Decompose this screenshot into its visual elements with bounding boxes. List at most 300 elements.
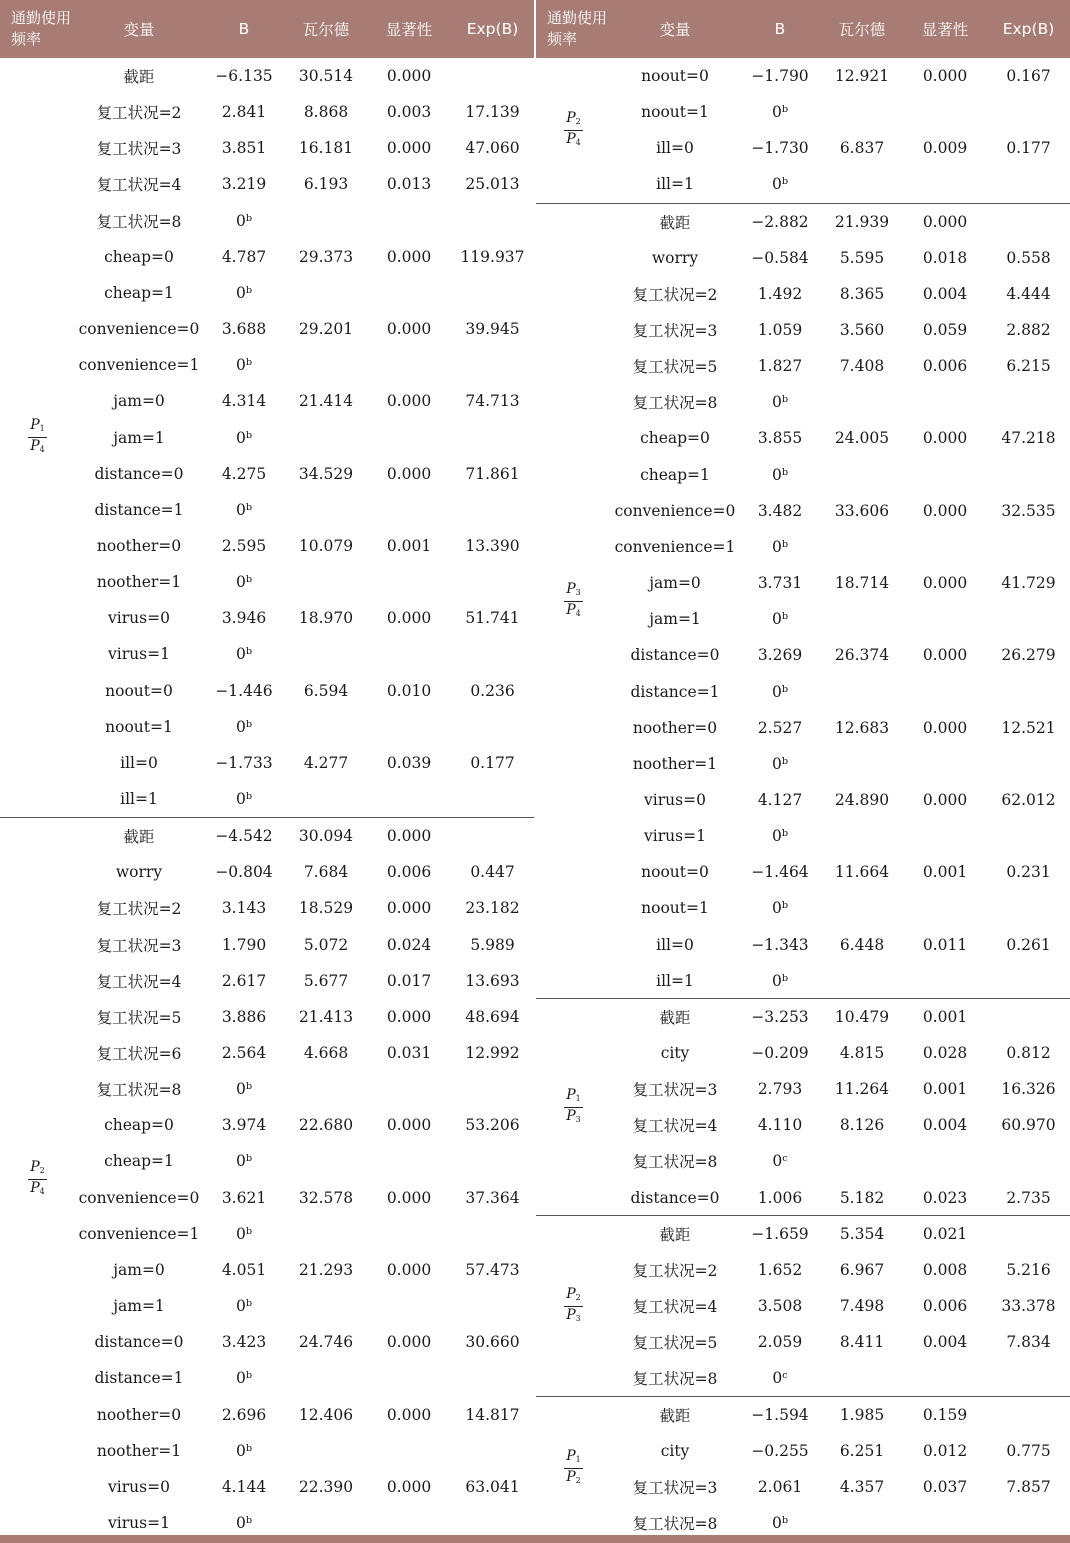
cell-b: 0ᵇ <box>235 1369 253 1388</box>
cell-variable: 复工状况=2 <box>632 285 718 304</box>
table-row <box>536 276 1070 312</box>
cell-wald <box>285 492 367 528</box>
cell-expb <box>451 58 534 94</box>
table-row <box>0 636 534 672</box>
cell-variable: 复工状况=3 <box>96 936 182 955</box>
cell-significance <box>903 1360 987 1396</box>
cell-expb: 32.535 <box>1001 501 1056 520</box>
cell-wald: 18.970 <box>298 609 354 628</box>
table-row <box>0 999 534 1035</box>
cell-wald: 5.595 <box>839 248 885 267</box>
cell-significance <box>367 564 451 600</box>
numerator-symbol: P <box>566 1448 576 1465</box>
table-row <box>0 1143 534 1179</box>
cell-wald: 11.664 <box>834 863 890 882</box>
cell-wald: 21.414 <box>298 392 354 411</box>
cell-wald: 8.868 <box>303 103 349 122</box>
cell-significance: 0.028 <box>922 1044 968 1063</box>
cell-variable: 复工状况=8 <box>632 394 718 413</box>
cell-expb <box>987 890 1070 926</box>
cell-expb: 13.390 <box>465 536 520 555</box>
cell-significance: 0.000 <box>386 827 432 846</box>
cell-significance <box>903 963 987 999</box>
cell-significance: 0.000 <box>386 464 432 483</box>
cell-expb: 47.218 <box>1001 429 1056 448</box>
cell-variable: city <box>660 1044 690 1063</box>
cell-expb: 57.473 <box>465 1260 520 1279</box>
cell-variable: 复工状况=5 <box>632 1334 718 1353</box>
denominator-symbol: P <box>566 601 576 618</box>
cell-expb: 12.521 <box>1001 718 1056 737</box>
table-row <box>0 745 534 781</box>
cell-expb: 13.693 <box>465 971 520 990</box>
cell-significance <box>903 746 987 782</box>
cell-expb: 5.216 <box>1006 1260 1051 1279</box>
cell-variable: city <box>660 1441 690 1460</box>
cell-wald: 10.079 <box>298 536 354 555</box>
cell-significance: 0.000 <box>922 574 968 593</box>
cell-variable: 截距 <box>123 68 155 86</box>
table-row <box>536 312 1070 348</box>
right-table-panel <box>536 0 1070 1543</box>
cell-expb <box>987 166 1070 202</box>
cell-significance <box>367 492 451 528</box>
cell-b: 0ᵇ <box>235 573 253 592</box>
cell-wald <box>821 457 903 493</box>
cell-wald <box>821 166 903 202</box>
cell-variable: jam=0 <box>113 1260 165 1279</box>
cell-significance: 0.000 <box>386 247 432 266</box>
table-row <box>536 1433 1070 1469</box>
cell-b: −1.733 <box>215 753 273 772</box>
cell-variable: noout=0 <box>105 681 173 700</box>
cell-b: −1.464 <box>751 863 809 882</box>
table-header-left <box>0 0 534 58</box>
numerator-index: 1 <box>39 424 45 434</box>
table-row <box>536 1107 1070 1143</box>
cell-significance: 0.011 <box>922 935 968 954</box>
cell-wald <box>821 94 903 130</box>
cell-b: 1.790 <box>221 935 267 954</box>
header-wald: 瓦尔德 <box>838 21 886 39</box>
table-row <box>0 239 534 275</box>
cell-significance: 0.006 <box>922 357 968 376</box>
cell-variable: ill=1 <box>120 790 158 808</box>
cell-significance <box>367 1071 451 1107</box>
numerator-symbol: P <box>566 109 576 126</box>
cell-expb <box>451 818 534 854</box>
cell-variable: jam=1 <box>113 428 165 447</box>
cell-expb: 23.182 <box>465 899 520 918</box>
cell-variable: 复工状况=4 <box>632 1117 718 1136</box>
cell-b: 0ᶜ <box>772 1369 788 1388</box>
cell-b: 4.144 <box>221 1477 267 1496</box>
cell-wald <box>821 890 903 926</box>
cell-variable: 复工状况=4 <box>96 972 182 991</box>
numerator-symbol: P <box>30 417 40 434</box>
cell-b: 4.787 <box>221 247 267 266</box>
cell-b: 0ᵇ <box>235 211 253 230</box>
cell-significance <box>367 203 451 239</box>
cell-expb <box>451 1433 534 1469</box>
table-row <box>536 710 1070 746</box>
cell-wald: 24.890 <box>834 790 890 809</box>
cell-expb <box>451 1216 534 1252</box>
cell-expb: 12.992 <box>465 1044 520 1063</box>
left-table-panel <box>0 0 534 1543</box>
header-expb: Exp(B) <box>466 20 519 38</box>
cell-variable: 复工状况=2 <box>632 1261 718 1280</box>
cell-b: 0ᵇ <box>235 428 253 447</box>
table-row <box>0 963 534 999</box>
cell-wald: 21.939 <box>834 212 890 231</box>
cell-variable: noout=1 <box>641 899 709 918</box>
cell-b: −3.253 <box>751 1007 809 1026</box>
cell-significance <box>903 601 987 637</box>
cell-significance: 0.001 <box>922 1080 968 1099</box>
cell-expb: 2.882 <box>1006 321 1051 340</box>
cell-significance: 0.001 <box>386 536 432 555</box>
cell-wald: 18.529 <box>298 899 354 918</box>
cell-expb: 51.741 <box>465 609 520 628</box>
cell-significance: 0.000 <box>922 501 968 520</box>
cell-variable: 截距 <box>659 213 691 232</box>
cell-significance: 0.000 <box>386 139 432 158</box>
table-row <box>536 1035 1070 1071</box>
cell-b: 4.110 <box>757 1116 803 1135</box>
table-row <box>0 492 534 528</box>
cell-b: 3.269 <box>757 646 803 665</box>
cell-expb <box>451 709 534 745</box>
cell-wald: 4.668 <box>303 1044 349 1063</box>
cell-b: −1.659 <box>751 1224 809 1243</box>
cell-expb: 0.167 <box>1006 67 1051 85</box>
cell-b: 2.841 <box>221 103 267 122</box>
cell-b: 0ᵇ <box>235 1513 253 1532</box>
cell-wald: 5.182 <box>839 1188 885 1207</box>
cell-b: 3.621 <box>221 1188 267 1207</box>
cell-expb: 17.139 <box>465 103 520 122</box>
denominator-index: 3 <box>575 1114 581 1124</box>
cell-b: −1.594 <box>751 1405 809 1424</box>
cell-variable: noother=0 <box>96 536 182 555</box>
cell-wald: 12.683 <box>834 718 890 737</box>
cell-b: 0ᵇ <box>235 1152 253 1171</box>
cell-wald: 8.126 <box>839 1116 885 1135</box>
cell-variable: 复工状况=3 <box>632 322 718 341</box>
table-row <box>536 890 1070 926</box>
cell-b: 0ᵇ <box>235 1441 253 1460</box>
cell-wald <box>821 674 903 710</box>
cell-variable: convenience=1 <box>614 537 736 556</box>
table-row <box>0 1071 534 1107</box>
cell-significance <box>903 457 987 493</box>
cell-b: 2.617 <box>221 971 267 990</box>
cell-variable: distance=1 <box>94 1369 184 1388</box>
cell-expb: 63.041 <box>465 1477 520 1496</box>
cell-expb <box>451 420 534 456</box>
table-row <box>536 963 1070 999</box>
cell-variable: noother=1 <box>632 754 718 773</box>
cell-wald: 24.746 <box>298 1333 354 1352</box>
cell-expb <box>451 492 534 528</box>
cell-wald: 7.498 <box>839 1297 885 1316</box>
table-row <box>0 854 534 890</box>
cell-variable: 截距 <box>659 1406 691 1425</box>
cell-expb <box>451 1360 534 1396</box>
table-row <box>0 600 534 636</box>
table-row <box>0 347 534 383</box>
cell-expb <box>987 818 1070 854</box>
cell-wald: 16.181 <box>298 139 354 158</box>
cell-variable: 复工状况=8 <box>632 1514 718 1533</box>
table-row <box>0 166 534 202</box>
cell-significance: 0.000 <box>386 1405 432 1424</box>
table-row <box>536 1143 1070 1179</box>
cell-b: 3.482 <box>757 501 803 520</box>
cell-significance: 0.009 <box>922 139 968 158</box>
cell-wald: 21.413 <box>298 1007 354 1026</box>
cell-b: 0ᵇ <box>771 175 789 194</box>
table-row <box>536 1216 1070 1252</box>
bottom-rule <box>0 1535 1070 1543</box>
cell-b: 3.886 <box>221 1007 267 1026</box>
table-row <box>0 1324 534 1360</box>
cell-b: −0.804 <box>215 863 273 882</box>
cell-expb: 5.989 <box>470 935 515 954</box>
table-row <box>0 1216 534 1252</box>
cell-expb: 7.834 <box>1006 1333 1051 1352</box>
cell-wald <box>285 420 367 456</box>
cell-b: −0.255 <box>751 1441 809 1460</box>
cell-expb <box>987 94 1070 130</box>
cell-significance <box>367 781 451 817</box>
cell-b: 0ᵇ <box>771 537 789 556</box>
cell-expb: 0.558 <box>1006 248 1051 267</box>
cell-b: 2.595 <box>221 536 267 555</box>
cell-variable: ill=1 <box>656 175 694 194</box>
cell-wald: 12.921 <box>834 67 890 85</box>
cell-variable: virus=1 <box>644 827 706 846</box>
cell-b: −6.135 <box>215 67 273 85</box>
cell-expb: 74.713 <box>465 392 520 411</box>
table-row <box>0 420 534 456</box>
cell-variable: cheap=1 <box>640 465 710 484</box>
cell-significance <box>903 94 987 130</box>
cell-expb <box>987 963 1070 999</box>
cell-variable: 截距 <box>659 1008 691 1027</box>
cell-variable: 复工状况=2 <box>96 900 182 919</box>
table-row <box>0 818 534 854</box>
row-group <box>0 817 534 1540</box>
cell-expb: 41.729 <box>1001 574 1056 593</box>
cell-b: −2.882 <box>751 212 809 231</box>
cell-wald: 7.408 <box>839 357 885 376</box>
cell-expb: 16.326 <box>1001 1080 1056 1099</box>
cell-b: −1.446 <box>215 681 273 700</box>
cell-wald <box>821 1360 903 1396</box>
table-row <box>0 383 534 419</box>
denominator-index: 4 <box>575 608 581 618</box>
cell-significance: 0.000 <box>386 899 432 918</box>
header-wald: 瓦尔德 <box>302 21 350 39</box>
row-group <box>0 58 534 817</box>
cell-b: 0ᵇ <box>235 790 253 808</box>
cell-significance: 0.018 <box>922 248 968 267</box>
numerator-index: 1 <box>575 1455 581 1465</box>
cell-expb <box>451 275 534 311</box>
cell-expb <box>451 347 534 383</box>
cell-b: 3.851 <box>221 139 267 158</box>
cell-significance <box>367 636 451 672</box>
cell-expb <box>987 601 1070 637</box>
cell-significance <box>367 275 451 311</box>
cell-significance: 0.037 <box>922 1477 968 1496</box>
header-variable: 变量 <box>659 21 691 39</box>
header-freq: 通勤使用频率 <box>547 9 608 48</box>
denominator-index: 2 <box>575 1476 581 1486</box>
cell-significance <box>367 347 451 383</box>
cell-variable: 复工状况=4 <box>632 1298 718 1317</box>
cell-wald: 6.251 <box>839 1441 885 1460</box>
cell-b: −0.209 <box>751 1044 809 1063</box>
cell-significance <box>367 1360 451 1396</box>
cell-expb <box>987 384 1070 420</box>
cell-b: 0ᵇ <box>235 500 253 519</box>
cell-expb: 0.231 <box>1006 863 1051 882</box>
cell-variable: noother=1 <box>96 1441 182 1460</box>
cell-wald: 5.354 <box>839 1224 885 1243</box>
cell-variable: 复工状况=5 <box>632 358 718 377</box>
cell-b: 0ᵇ <box>771 971 789 990</box>
cell-variable: jam=1 <box>113 1297 165 1316</box>
table-row <box>536 927 1070 963</box>
table-row <box>0 275 534 311</box>
cell-variable: noout=0 <box>641 863 709 882</box>
table-row <box>536 1397 1070 1433</box>
cell-significance: 0.000 <box>386 1007 432 1026</box>
cell-significance <box>903 1143 987 1179</box>
cell-wald: 4.277 <box>303 753 349 772</box>
cell-significance: 0.000 <box>386 67 432 85</box>
table-row <box>536 1324 1070 1360</box>
cell-wald <box>285 1433 367 1469</box>
cell-wald <box>285 636 367 672</box>
cell-variable: 复工状况=3 <box>96 140 182 159</box>
cell-expb: 26.279 <box>1001 646 1056 665</box>
cell-significance: 0.004 <box>922 284 968 303</box>
cell-variable: 复工状况=4 <box>96 176 182 195</box>
cell-significance: 0.006 <box>386 863 432 882</box>
cell-significance: 0.159 <box>922 1405 968 1424</box>
cell-wald: 32.578 <box>298 1188 354 1207</box>
cell-expb <box>987 204 1070 240</box>
cell-wald: 29.201 <box>298 320 354 339</box>
cell-b: 3.423 <box>221 1333 267 1352</box>
table-row <box>0 528 534 564</box>
cell-variable: distance=0 <box>94 464 184 483</box>
cell-variable: jam=0 <box>113 392 165 411</box>
table-row <box>536 130 1070 166</box>
cell-variable: cheap=1 <box>104 1152 174 1171</box>
denominator-index: 4 <box>39 1187 45 1197</box>
cell-b: 0ᵇ <box>771 827 789 846</box>
cell-significance: 0.004 <box>922 1116 968 1135</box>
cell-expb: 2.735 <box>1006 1188 1051 1207</box>
table-row <box>536 58 1070 94</box>
table-row <box>536 420 1070 456</box>
cell-expb: 30.660 <box>465 1333 520 1352</box>
cell-significance: 0.010 <box>386 681 432 700</box>
cell-variable: virus=0 <box>644 790 706 809</box>
cell-significance <box>367 1433 451 1469</box>
cell-significance: 0.003 <box>386 103 432 122</box>
table-row <box>536 493 1070 529</box>
cell-variable: cheap=0 <box>640 429 710 448</box>
cell-significance: 0.006 <box>922 1297 968 1316</box>
table-row <box>536 601 1070 637</box>
table-header-right <box>536 0 1070 58</box>
cell-expb: 0.177 <box>470 753 515 772</box>
cell-b: 0ᵇ <box>235 645 253 664</box>
denominator-symbol: P <box>566 1107 576 1124</box>
cell-significance: 0.000 <box>386 1116 432 1135</box>
header-b: B <box>774 20 786 38</box>
cell-significance <box>367 1143 451 1179</box>
cell-wald <box>285 1360 367 1396</box>
cell-variable: noother=0 <box>632 718 718 737</box>
table-row <box>0 203 534 239</box>
cell-wald <box>821 818 903 854</box>
cell-variable: cheap=0 <box>104 1116 174 1135</box>
cell-variable: ill=0 <box>656 139 694 158</box>
cell-significance <box>367 1216 451 1252</box>
cell-wald <box>285 781 367 817</box>
cell-b: 2.527 <box>757 718 803 737</box>
cell-variable: convenience=1 <box>78 356 200 375</box>
cell-expb <box>987 1397 1070 1433</box>
numerator-index: 2 <box>575 116 581 126</box>
cell-significance <box>367 1288 451 1324</box>
cell-significance: 0.000 <box>922 646 968 665</box>
cell-wald: 30.514 <box>298 67 354 85</box>
cell-significance: 0.031 <box>386 1044 432 1063</box>
cell-significance: 0.000 <box>386 1188 432 1207</box>
cell-b: 0ᶜ <box>772 1152 788 1171</box>
cell-expb <box>451 1288 534 1324</box>
table-row <box>536 166 1070 202</box>
cell-expb: 119.937 <box>460 247 525 266</box>
cell-b: 0ᵇ <box>235 717 253 736</box>
cell-b: 0ᵇ <box>771 393 789 412</box>
cell-significance <box>903 166 987 202</box>
cell-wald: 22.390 <box>298 1477 354 1496</box>
cell-significance: 0.000 <box>922 790 968 809</box>
cell-expb <box>451 203 534 239</box>
cell-wald <box>285 275 367 311</box>
cell-b: 1.492 <box>757 284 803 303</box>
cell-variable: distance=0 <box>630 646 720 665</box>
cell-significance: 0.021 <box>922 1224 968 1243</box>
cell-wald: 1.985 <box>839 1405 885 1424</box>
cell-variable: 复工状况=2 <box>96 104 182 123</box>
cell-wald: 18.714 <box>834 574 890 593</box>
cell-expb: 37.364 <box>465 1188 520 1207</box>
cell-wald <box>821 529 903 565</box>
cell-b: 3.946 <box>221 609 267 628</box>
cell-significance: 0.001 <box>922 1007 968 1026</box>
cell-b: 0ᵇ <box>771 899 789 918</box>
